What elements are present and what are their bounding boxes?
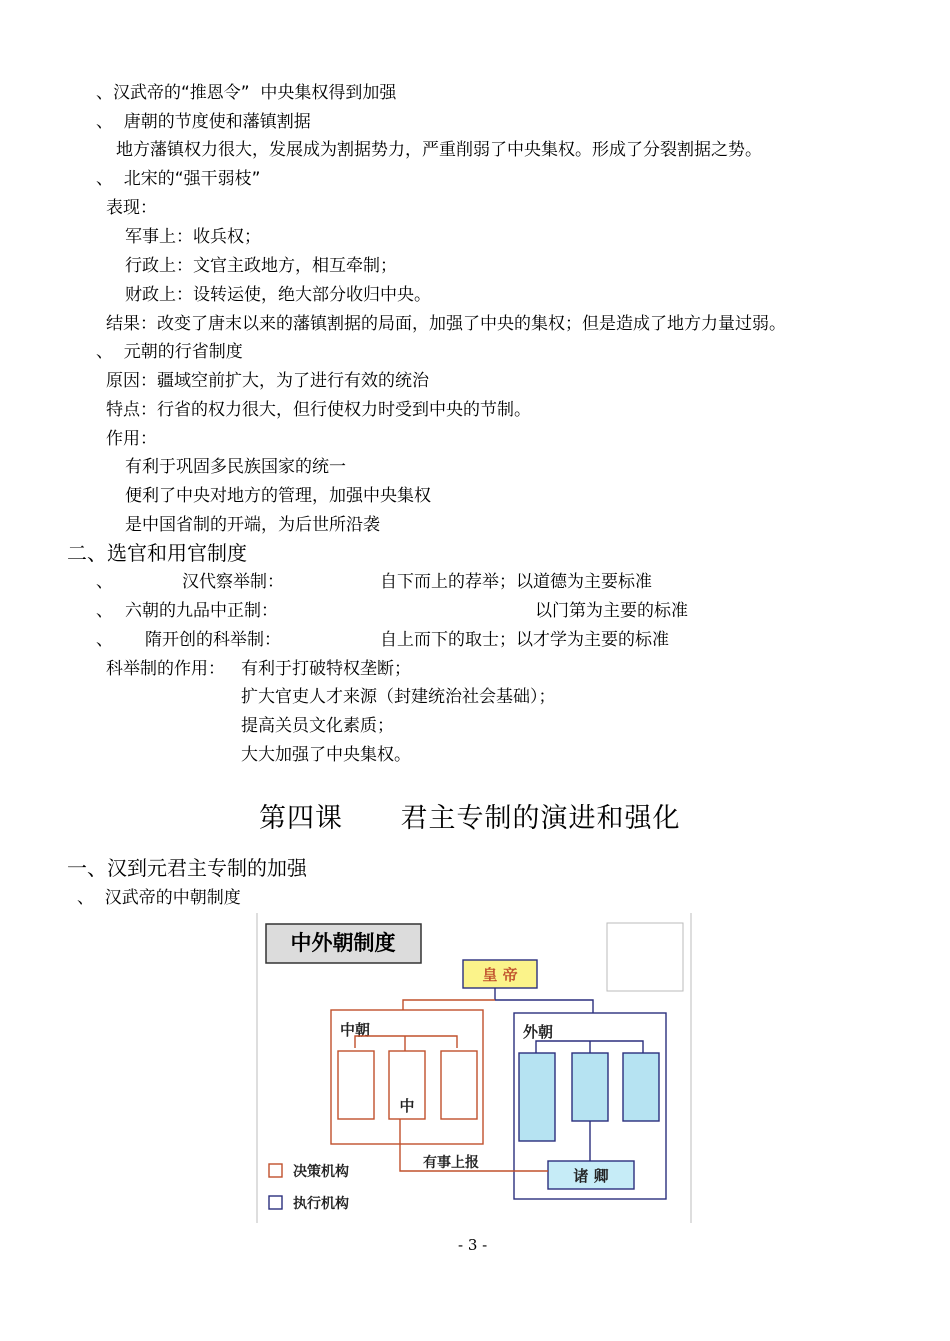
legend-decision-swatch: [269, 1164, 282, 1177]
item-zhongchao: 、 汉武帝的中朝制度: [77, 888, 241, 908]
keju-effect-3: 提高关员文化素质；: [241, 716, 394, 736]
diagram-title: 中外朝制度: [290, 930, 396, 955]
page-number: - 3 -: [458, 1236, 488, 1254]
keju-effect-1: 有利于打破特权垄断；: [241, 659, 411, 679]
item-jiedushi: 、 唐朝的节度使和藩镇割据: [96, 112, 311, 132]
placeholder-box: [607, 923, 683, 991]
zuoyong-label: 作用：: [106, 429, 157, 449]
inner-court-label: 中朝: [340, 1021, 371, 1039]
outer-box-middle: [572, 1053, 608, 1121]
selection-row-3-desc: 自上而下的取士；以才学为主要的标准: [380, 630, 669, 650]
tedian-line: 特点：行省的权力很大，但行使权力时受到中央的节制。: [106, 400, 531, 420]
legend-decision-label: 决策机构: [293, 1164, 349, 1180]
section-heading-selection: 二、选官和用官制度: [67, 541, 247, 565]
item-beisong: 、 北宋的“强干弱枝”: [96, 169, 261, 189]
selection-row-3-marker: 、: [96, 630, 113, 650]
legend-execution-swatch: [269, 1196, 282, 1209]
xingzheng-line: 行政上：文官主政地方，相互牵制；: [125, 256, 397, 276]
selection-row-1-desc: 自下而上的荐举；以道德为主要标准: [380, 572, 652, 592]
emperor-label: 皇 帝: [482, 966, 518, 984]
item-xingsheng: 、 元朝的行省制度: [96, 342, 243, 362]
caizheng-line: 财政上：设转运使，绝大部分收归中央。: [125, 285, 431, 305]
outer-box-left: [519, 1053, 555, 1141]
selection-row-3-name: 隋开创的科举制：: [145, 630, 281, 650]
court-system-diagram: [255, 913, 693, 1223]
outer-box-right: [623, 1053, 659, 1121]
section-heading-han-yuan: 一、汉到元君主专制的加强: [67, 856, 307, 880]
jiedushi-description: 地方藩镇权力很大，发展成为割据势力，严重削弱了中央集权。形成了分裂割据之势。: [116, 140, 762, 160]
zuoyong-item-3: 是中国省制的开端，为后世所沿袭: [125, 515, 380, 535]
junshi-line: 军事上：收兵权；: [125, 227, 261, 247]
selection-row-2-desc: 以门第为主要的标准: [535, 601, 688, 621]
selection-row-1-marker: 、: [96, 572, 113, 592]
item-tuienling: 、汉武帝的“推恩令” 中央集权得到加强: [96, 83, 397, 103]
inner-box-middle-label: 中: [399, 1097, 415, 1115]
zuoyong-item-1: 有利于巩固多民族国家的统一: [125, 457, 346, 477]
jieguo-line: 结果：改变了唐末以来的藩镇割据的局面，加强了中央的集权；但是造成了地方力量过弱。: [106, 314, 786, 334]
selection-row-2-name: 六朝的九品中正制：: [125, 601, 278, 621]
lesson-title: 第四课 君主专制的演进和强化: [259, 803, 681, 834]
outer-court-label: 外朝: [523, 1023, 554, 1041]
ministers-label: 诸 卿: [573, 1167, 609, 1185]
keju-effect-2: 扩大官吏人才来源（封建统治社会基础）；: [241, 687, 556, 707]
yuanyin-line: 原因：疆域空前扩大，为了进行有效的统治: [106, 371, 429, 391]
zuoyong-item-2: 便利了中央对地方的管理，加强中央集权: [125, 486, 431, 506]
keju-effects-label: 科举制的作用：: [106, 659, 225, 679]
biaoxian-label: 表现：: [106, 198, 157, 218]
legend-execution-label: 执行机构: [293, 1196, 349, 1212]
selection-row-2-marker: 、: [96, 601, 113, 621]
keju-effect-4: 大大加强了中央集权。: [241, 745, 411, 765]
inner-box-right: [441, 1051, 477, 1119]
selection-row-1-name: 汉代察举制：: [182, 572, 284, 592]
report-label: 有事上报: [423, 1155, 479, 1171]
inner-box-left: [338, 1051, 374, 1119]
